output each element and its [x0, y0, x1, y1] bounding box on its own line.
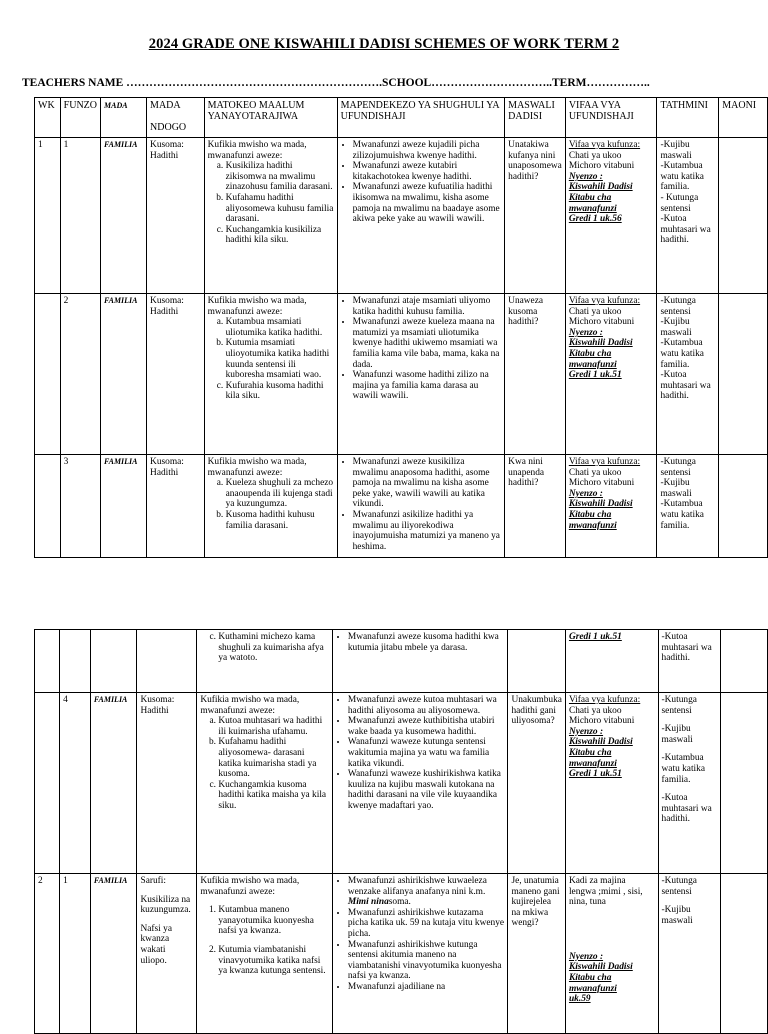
cell-mapendekezo: • Mwanafunzi ashirikishwe kuwaeleza wenzake alifanya anafanya nini k.m. Mimi ninasoma. • Mwanafunzi ashirikishwe kutazama picha katika uk. 59 na kutaja vitu kwenye picha. • Mwanafunzi ashirikishwe kutunga sentensi akitumia maneno na viambatanishi vinavyotumika kuonyesha nafsi ya kwanza. • Mwanafunzi ajadiliane na: [332, 874, 508, 1034]
header-maoni: MAONI: [719, 98, 768, 138]
teacher-info-line: TEACHERS NAME ………………………………………………………….SCHOOL…………………………..TERM……………..: [22, 77, 650, 89]
cell-mada-ndogo: Kusoma: Hadithi: [147, 455, 205, 558]
cell-mada-ndogo: Kusoma: Hadithi: [147, 138, 205, 294]
document-title: 2024 GRADE ONE KISWAHILI DADISI SCHEMES OF WORK TERM 2: [148, 36, 620, 52]
cell-vifaa: Vifaa vya kufunza: Chati ya ukoo Michoro vitabuni Nyenzo : Kiswahili Dadisi Kitabu cha mwanafunzi Gredi 1 uk.51: [565, 693, 658, 874]
cell-maoni: [720, 874, 768, 1034]
cell-mada-ndogo: Kusoma: Hadithi: [147, 294, 205, 455]
cell-maoni: [720, 693, 768, 874]
cell-funzo: 1: [60, 874, 91, 1034]
cell-mapendekezo: • Mwanafunzi aweze kusoma hadithi kwa kutumia jitabu mbele ya darasa.: [332, 630, 508, 693]
header-mada: MADA: [101, 98, 147, 138]
cell-wk: 1: [35, 138, 61, 294]
cell-matokeo: Kufikia mwisho wa mada, mwanafunzi aweze: a. Kutoa muhtasari wa hadithi ili kuimarisha ufahamu. b. Kufahamu hadithi aliyosomewa- darasani katika kuimarisha stadi ya kusoma. c. Kuchangamkia kusoma hadithi katika maisha ya kila siku.: [197, 693, 333, 874]
table-row: [35, 294, 768, 455]
cell-vifaa: Vifaa vya kufunza: Chati ya ukoo Michoro vitabuni Nyenzo : Kiswahili Dadisi Kitabu cha mwanafunzi Gredi 1 uk.56: [565, 138, 657, 294]
cell-mada: FAMILIA: [90, 693, 137, 874]
cell-mada: FAMILIA: [90, 874, 137, 1034]
cell-funzo: 1: [60, 138, 100, 294]
cell-mapendekezo: • Mwanafunzi aweze kusikiliza mwalimu anaposoma hadithi, asome pamoja na mwalimu na kisha asome peke yake, wawili wawili au katika vikundi. • Mwanafunzi asikilize hadithi ya mwalimu au iliyorekodiwa inayojumuisha matumizi ya maneno ya heshima.: [337, 455, 505, 558]
cell-vifaa: Gredi 1 uk.51: [565, 630, 658, 693]
header-funzo: FUNZO: [60, 98, 100, 138]
header-row: [35, 98, 768, 138]
cell-maoni: [719, 294, 768, 455]
cell-matokeo: Kufikia mwisho wa mada, mwanafunzi aweze: a. Kusikiliza hadithi zikisomwa na mwalimu zinazohusu familia darasani. b. Kufahamu hadithi aliyosomewa kuhusu familia darasani. c. Kuchangamkia kusikiliza hadithi kila siku.: [204, 138, 337, 294]
cell-tathmini: -Kutunga sentensi -Kujibu maswali -Kutambua watu katika familia.: [657, 455, 719, 558]
cell-tathmini: -Kutoa muhtasari wa hadithi.: [658, 630, 720, 693]
header-vifaa: VIFAA VYA UFUNDISHAJI: [565, 98, 657, 138]
header-maswali: MASWALI DADISI: [505, 98, 566, 138]
table-row: [35, 138, 768, 294]
table-row: [35, 874, 768, 1034]
cell-vifaa: Vifaa vya kufunza: Chati ya ukoo Michoro vitabuni Nyenzo : Kiswahili Dadisi Kitabu cha mwanafunzi Gredi 1 uk.51: [565, 294, 657, 455]
cell-vifaa: Vifaa vya kufunza: Chati ya ukoo Michoro vitabuni Nyenzo : Kiswahili Dadisi Kitabu cha mwanafunzi: [565, 455, 657, 558]
header-tathmini: TATHMINI: [657, 98, 719, 138]
scheme-table-page-2: [34, 629, 768, 1034]
table-row: [35, 455, 768, 558]
cell-tathmini: -Kutunga sentensi -Kujibu maswali -Kutambua watu katika familia. -Kutoa muhtasari wa hadithi.: [658, 693, 720, 874]
header-mapendekezo: MAPENDEKEZO YA SHUGHULI YA UFUNDISHAJI: [337, 98, 505, 138]
cell-mada: FAMILIA: [101, 455, 147, 558]
cell-mada: FAMILIA: [101, 294, 147, 455]
header-wk: WK: [35, 98, 61, 138]
cell-mada-ndogo: Sarufi: Kusikiliza na kuzungumza. Nafsi ya kwanza wakati uliopo.: [137, 874, 197, 1034]
header-matokeo: MATOKEO MAALUM YANAYOTARAJIWA: [204, 98, 337, 138]
cell-wk: 2: [35, 874, 60, 1034]
cell-mada: FAMILIA: [101, 138, 147, 294]
cell-funzo: 4: [60, 693, 91, 874]
header-mada-ndogo: MADA NDOGO: [147, 98, 205, 138]
cell-maswali: Unaweza kusoma hadithi?: [505, 294, 566, 455]
cell-maoni: [719, 138, 768, 294]
cell-mapendekezo: • Mwanafunzi ataje msamiati uliyomo katika hadithi kuhusu familia. • Mwanafunzi aweze kueleza maana na matumizi ya msamiati uliotumika kwenye hadithi ukiwemo msamiati wa familia kama vile baba, mama, kaka na dada. • Wanafunzi wasome hadithi zilizo na majina ya familia kama darasa au wawili wawili.: [337, 294, 505, 455]
cell-matokeo: Kufikia mwisho wa mada, mwanafunzi aweze: 1. Kutambua maneno yanayotumika kuonyesha nafsi ya kwanza. 2. Kutumia viambatanishi vinavyotumika katika nafsi ya kwanza kutunga sentensi.: [197, 874, 333, 1034]
cell-matokeo: Kufikia mwisho wa mada, mwanafunzi aweze: a. Kueleza shughuli za mchezo anaoupenda ili kujenga stadi ya kuzungumza. b. Kusoma hadithi kuhusu familia darasani.: [204, 455, 337, 558]
cell-maswali: Unatakiwa kufanya nini unaposomewa hadithi?: [505, 138, 566, 294]
cell-tathmini: -Kutunga sentensi -Kujibu maswali -Kutambua watu katika familia. -Kutoa muhtasari wa hadithi.: [657, 294, 719, 455]
cell-mada-ndogo: Kusoma: Hadithi: [137, 693, 197, 874]
cell-funzo: 2: [60, 294, 100, 455]
cell-funzo: 3: [60, 455, 100, 558]
cell-tathmini: -Kutunga sentensi -Kujibu maswali: [658, 874, 720, 1034]
cell-maswali: Je, unatumia maneno gani kujirejelea na mkiwa wengi?: [508, 874, 566, 1034]
cell-wk: [35, 455, 61, 558]
cell-mapendekezo: • Mwanafunzi aweze kutoa muhtasari wa hadithi aliyosoma au aliyosomewa. • Mwanafunzi aweze kuthibitisha utabiri wake baada ya kusomewa hadithi. • Wanafunzi waweze kutunga sentensi wakitumia majina ya watu wa familia katika vikundi. • Wanafunzi waweze kushirikishwa katika kuuliza na kujibu maswali kutokana na hadithi darasani na vile vile kuyaandika kwenye madaftari yao.: [332, 693, 508, 874]
scheme-table-page-1: [34, 97, 768, 558]
cell-maswali: Kwa nini unapenda hadithi?: [505, 455, 566, 558]
cell-matokeo: Kufikia mwisho wa mada, mwanafunzi aweze: a. Kutambua msamiati uliotumika katika hadithi. b. Kutumia msamiati ulioyotumika katika hadithi kuunda sentensi ili kuboresha msamiati wao. c. Kufurahia kusoma hadithi kila siku.: [204, 294, 337, 455]
cell-vifaa: Kadi za majina lengwa ;mimi , sisi, nina, tuna Nyenzo : Kiswahili Dadisi Kitabu cha mwanafunzi uk.59: [565, 874, 658, 1034]
cell-mapendekezo: • Mwanafunzi aweze kujadili picha zilizojumuishwa kwenye hadithi. • Mwanafunzi aweze kutabiri kitakachotokea kwenye hadithi. • Mwanafunzi aweze kufuatilia hadithi ikisomwa na mwalimu, kisha asome pamoja na mwalimu na baadaye asome akiwa peke yake au wawili wawili.: [337, 138, 505, 294]
cell-maoni: [719, 455, 768, 558]
cell-maswali: Unakumbuka hadithi gani uliyosoma?: [508, 693, 566, 874]
cell-tathmini: -Kujibu maswali -Kutambua watu katika familia. - Kutunga sentensi -Kutoa muhtasari wa hadithi.: [657, 138, 719, 294]
cell-wk: [35, 294, 61, 455]
table-row-continued: [35, 630, 768, 693]
cell-wk: [35, 693, 60, 874]
cell-matokeo: c. Kuthamini michezo kama shughuli za kuimarisha afya ya watoto.: [197, 630, 333, 693]
table-row: [35, 693, 768, 874]
